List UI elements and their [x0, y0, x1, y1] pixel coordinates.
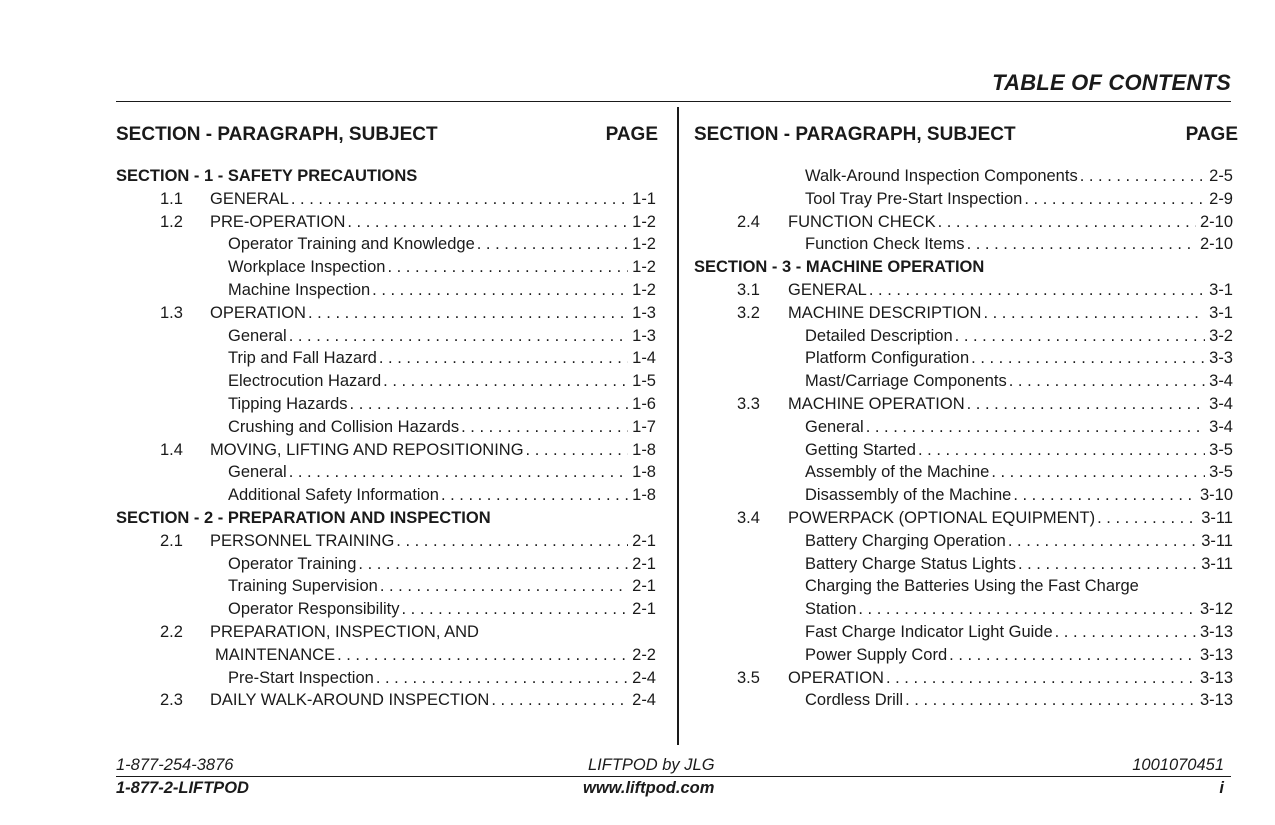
column-divider: [677, 107, 679, 745]
toc-entry-number: 2.3: [160, 691, 183, 710]
toc-entry-page: 3-1: [1209, 280, 1233, 299]
toc-entry-line: [228, 325, 656, 348]
toc-entry-line: [228, 393, 656, 416]
toc-entry-number: 3.4: [737, 508, 760, 527]
toc-entry: [694, 279, 1238, 302]
toc-entry-label: General: [228, 463, 287, 482]
toc-entries-right: [694, 165, 1238, 712]
toc-entry-page: 1-2: [632, 258, 656, 277]
toc-entry: [694, 484, 1238, 507]
toc-entry-number: 3.5: [737, 668, 760, 687]
footer-phone-alt: 1-877-2-LIFTPOD: [116, 779, 249, 797]
toc-entry: [694, 553, 1238, 576]
toc-entry-label: Power Supply Cord: [805, 645, 948, 664]
toc-entry: [694, 621, 1238, 644]
toc-entry: [116, 347, 658, 370]
toc-dot-leader: [477, 233, 628, 256]
toc-entry-line: [210, 439, 656, 462]
toc-entry-line: [788, 393, 1233, 416]
toc-dot-leader: [396, 530, 628, 553]
toc-entry-page: 2-4: [632, 668, 656, 687]
toc-entry: [116, 325, 658, 348]
toc-entry-label: Pre-Start Inspection: [228, 668, 374, 687]
toc-entry-page: 1-8: [632, 440, 656, 459]
toc-dot-leader: [905, 689, 1196, 712]
toc-entry-page: 3-13: [1199, 668, 1233, 687]
footer-page-number: i: [1219, 779, 1224, 797]
toc-entry-line: [228, 233, 656, 256]
toc-entry-line: [805, 233, 1233, 256]
toc-entry-label: Trip and Fall Hazard: [228, 349, 377, 368]
toc-entry-line: [210, 621, 656, 644]
toc-section-heading: [116, 165, 658, 188]
toc-dot-leader: [289, 325, 628, 348]
toc-entry-line: [805, 553, 1233, 576]
toc-dot-leader: [291, 188, 628, 211]
toc-entry-page: 3-11: [1201, 508, 1233, 527]
toc-entry-page: 1-7: [632, 417, 656, 436]
toc-entry-line: [788, 507, 1233, 530]
column-header-page: PAGE: [1185, 124, 1238, 145]
toc-entry-page: 3-13: [1199, 645, 1233, 664]
column-header-subject: SECTION - PARAGRAPH, SUBJECT: [116, 124, 438, 145]
toc-entry-page: 2-4: [632, 691, 656, 710]
toc-entry-page: 1-5: [632, 372, 656, 391]
toc-entry-label: Platform Configuration: [805, 349, 970, 368]
toc-entry: [694, 211, 1238, 234]
toc-entry: [694, 689, 1238, 712]
toc-dot-leader: [938, 211, 1196, 234]
toc-entry-page: 3-13: [1199, 691, 1233, 710]
toc-entry: [694, 416, 1238, 439]
toc-entry-page: 3-1: [1209, 303, 1233, 322]
toc-entry: [116, 644, 658, 667]
toc-entry-label: GENERAL: [210, 189, 289, 208]
toc-entry-label: Station: [805, 600, 857, 619]
toc-entry-line: [805, 575, 1233, 598]
toc-entry-line: [805, 530, 1233, 553]
toc-dot-leader: [337, 644, 628, 667]
toc-dot-leader: [1009, 370, 1205, 393]
toc-dot-leader: [289, 461, 628, 484]
toc-entry-line: [805, 416, 1233, 439]
toc-entry-label: Operator Training: [228, 554, 357, 573]
toc-entry-line: [788, 302, 1233, 325]
toc-entry: [116, 461, 658, 484]
toc-entry-page: 1-3: [632, 303, 656, 322]
toc-entry-label: Crushing and Collision Hazards: [228, 417, 460, 436]
toc-entry-line: [805, 325, 1233, 348]
toc-entry: [694, 598, 1238, 621]
toc-entry-line: [228, 370, 656, 393]
toc-entry: [116, 667, 658, 690]
toc-entry-label: OPERATION: [788, 668, 884, 687]
toc-entry-page: 1-4: [632, 349, 656, 368]
toc-entry-page: 1-8: [632, 486, 656, 505]
page-title: TABLE OF CONTENTS: [992, 70, 1231, 95]
toc-entry-line: [805, 439, 1233, 462]
column-header-subject: SECTION - PARAGRAPH, SUBJECT: [694, 124, 1016, 145]
toc-entry-line: [805, 165, 1233, 188]
toc-dot-leader: [1024, 188, 1205, 211]
toc-entry-label: MAINTENANCE: [215, 645, 336, 664]
toc-entry-label: Tipping Hazards: [228, 394, 348, 413]
toc-entry-page: 3-4: [1209, 394, 1233, 413]
toc-entry-line: [228, 279, 656, 302]
column-header: [116, 124, 658, 148]
toc-entry: [694, 165, 1238, 188]
toc-entry: [694, 302, 1238, 325]
toc-entry-number: 1.2: [160, 212, 183, 231]
toc-entry: [694, 575, 1238, 598]
toc-entry-line: [228, 256, 656, 279]
toc-entry-line: [228, 553, 656, 576]
toc-dot-leader: [886, 667, 1196, 690]
toc-entry-line: [228, 575, 656, 598]
toc-entry-line: [228, 347, 656, 370]
toc-entry-line: [805, 461, 1233, 484]
toc-dot-leader: [967, 393, 1206, 416]
toc-section-heading: [116, 507, 658, 530]
toc-dot-leader: [379, 347, 628, 370]
toc-entry-page: 1-3: [632, 326, 656, 345]
toc-entry-page: 2-1: [632, 577, 656, 596]
toc-dot-leader: [441, 484, 628, 507]
toc-entry-label: SECTION - 3 - MACHINE OPERATION: [694, 258, 985, 277]
footer-rule: [116, 776, 1231, 777]
toc-entry: [694, 370, 1238, 393]
column-header: [694, 124, 1238, 148]
toc-entry-label: Mast/Carriage Components: [805, 372, 1007, 391]
toc-entry-number: 2.1: [160, 531, 183, 550]
toc-dot-leader: [372, 279, 628, 302]
toc-dot-leader: [387, 256, 628, 279]
toc-entry-label: Electrocution Hazard: [228, 372, 382, 391]
toc-entry-page: 3-4: [1209, 417, 1233, 436]
toc-dot-leader: [526, 439, 629, 462]
toc-entry-page: 2-10: [1199, 235, 1233, 254]
toc-entry-page: 3-4: [1209, 372, 1233, 391]
toc-entry-line: [210, 188, 656, 211]
toc-entry-line: [788, 211, 1233, 234]
toc-entry-page: 3-5: [1209, 440, 1233, 459]
toc-entry-label: Cordless Drill: [805, 691, 904, 710]
toc-entry-page: 3-3: [1209, 349, 1233, 368]
toc-entry-label: SECTION - 1 - SAFETY PRECAUTIONS: [116, 167, 418, 185]
toc-entry-page: 2-10: [1199, 212, 1233, 231]
toc-dot-leader: [1080, 165, 1205, 188]
toc-entry-line: [805, 370, 1233, 393]
header-rule: [116, 101, 1231, 102]
toc-dot-leader: [358, 553, 628, 576]
toc-entry-line: [210, 211, 656, 234]
toc-entry-line: [805, 347, 1233, 370]
toc-entry-label: MACHINE OPERATION: [788, 394, 965, 413]
toc-entry: [694, 347, 1238, 370]
toc-dot-leader: [350, 393, 629, 416]
toc-entry-line: [116, 165, 658, 188]
toc-entry-line: [210, 302, 656, 325]
toc-dot-leader: [1018, 553, 1197, 576]
toc-entry-label: Battery Charging Operation: [805, 531, 1006, 550]
toc-entry: [116, 302, 658, 325]
toc-entry-page: 3-12: [1199, 600, 1233, 619]
toc-entry-label: Walk-Around Inspection Components: [805, 167, 1078, 185]
toc-entry-page: 3-11: [1201, 531, 1233, 550]
toc-entry-label: Training Supervision: [228, 577, 378, 596]
toc-entry-label: SECTION - 2 - PREPARATION AND INSPECTION: [116, 508, 491, 527]
toc-entry: [116, 188, 658, 211]
toc-entry-label: Detailed Description: [805, 326, 953, 345]
toc-entry-label: GENERAL: [788, 280, 867, 299]
toc-entry-line: [805, 644, 1233, 667]
toc-entry-label: DAILY WALK-AROUND INSPECTION: [210, 691, 490, 710]
toc-entry-label: Machine Inspection: [228, 280, 371, 299]
toc-entry-line: [228, 416, 656, 439]
toc-dot-leader: [869, 279, 1205, 302]
toc-entry-label: MACHINE DESCRIPTION: [788, 303, 982, 322]
toc-entry: [694, 507, 1238, 530]
toc-dot-leader: [347, 211, 628, 234]
toc-entry-number: 2.4: [737, 212, 760, 231]
footer-phone: 1-877-254-3876: [116, 756, 234, 774]
toc-entry: [694, 393, 1238, 416]
toc-entry-number: 1.1: [160, 189, 183, 208]
toc-entry-line: [694, 256, 1238, 279]
toc-entry-line: [210, 689, 656, 712]
toc-entry-label: POWERPACK (OPTIONAL EQUIPMENT): [788, 508, 1096, 527]
toc-entry-label: PERSONNEL TRAINING: [210, 531, 395, 550]
toc-dot-leader: [971, 347, 1205, 370]
toc-entry: [116, 211, 658, 234]
toc-entry-page: 1-2: [632, 212, 656, 231]
toc-entry: [116, 370, 658, 393]
toc-entry: [116, 553, 658, 576]
toc-entry-label: Battery Charge Status Lights: [805, 554, 1016, 573]
toc-entry-label: PREPARATION, INSPECTION, AND: [210, 622, 479, 641]
toc-entry-page: 3-10: [1199, 486, 1233, 505]
toc-entry: [116, 233, 658, 256]
toc-entry-line: [228, 461, 656, 484]
toc-entry-label: PRE-OPERATION: [210, 212, 346, 231]
toc-entry-label: MOVING, LIFTING AND REPOSITIONING: [210, 440, 524, 459]
toc-entry-page: 3-11: [1201, 554, 1233, 573]
toc-entry-label: Operator Training and Knowledge: [228, 235, 475, 254]
toc-entry-page: 1-2: [632, 280, 656, 299]
footer-brand: LIFTPOD by JLG: [588, 756, 715, 774]
toc-entry-page: 1-1: [632, 189, 656, 208]
toc-entry: [694, 644, 1238, 667]
toc-dot-leader: [1097, 507, 1197, 530]
toc-entry-number: 2.2: [160, 622, 183, 641]
toc-entry-label: Function Check Items: [805, 235, 965, 254]
toc-entry-label: Operator Responsibility: [228, 600, 400, 619]
toc-dot-leader: [918, 439, 1205, 462]
toc-dot-leader: [376, 667, 628, 690]
toc-dot-leader: [402, 598, 629, 621]
toc-entry-line: [788, 279, 1233, 302]
toc-dot-leader: [383, 370, 628, 393]
toc-entry: [694, 530, 1238, 553]
toc-dot-leader: [949, 644, 1196, 667]
toc-entry-number: 3.3: [737, 394, 760, 413]
toc-entry-line: [805, 188, 1233, 211]
toc-entry-page: 2-1: [632, 600, 656, 619]
toc-entry-line: [805, 484, 1233, 507]
toc-entry-label: Workplace Inspection: [228, 258, 386, 277]
toc-entry: [116, 530, 658, 553]
toc-entry: [116, 621, 658, 644]
toc-entry-label: Tool Tray Pre-Start Inspection: [805, 189, 1023, 208]
toc-entry-line: [788, 667, 1233, 690]
toc-entry-label: Getting Started: [805, 440, 916, 459]
toc-entry-page: 3-5: [1209, 463, 1233, 482]
toc-entry-line: [805, 689, 1233, 712]
toc-entry-label: Charging the Batteries Using the Fast Charge: [805, 577, 1139, 596]
toc-entry-label: Disassembly of the Machine: [805, 486, 1012, 505]
toc-entry-line: [228, 667, 656, 690]
toc-entry-page: 1-8: [632, 463, 656, 482]
toc-entry: [116, 484, 658, 507]
toc-entry: [116, 279, 658, 302]
toc-entry-label: FUNCTION CHECK: [788, 212, 936, 231]
toc-entry-line: [805, 598, 1233, 621]
toc-entry-number: 3.2: [737, 303, 760, 322]
toc-dot-leader: [308, 302, 628, 325]
toc-entry-line: [116, 507, 658, 530]
toc-dot-leader: [967, 233, 1196, 256]
toc-entry: [116, 575, 658, 598]
toc-dot-leader: [1013, 484, 1196, 507]
toc-entry-line: [215, 644, 656, 667]
toc-entry-number: 3.1: [737, 280, 760, 299]
toc-dot-leader: [866, 416, 1205, 439]
toc-dot-leader: [858, 598, 1196, 621]
toc-entry-line: [210, 530, 656, 553]
toc-dot-leader: [1055, 621, 1196, 644]
toc-entry-page: 2-1: [632, 554, 656, 573]
toc-entry-page: 2-2: [632, 645, 656, 664]
toc-entry: [116, 439, 658, 462]
toc-entry: [116, 416, 658, 439]
toc-entry-line: [228, 598, 656, 621]
toc-entry: [694, 439, 1238, 462]
toc-dot-leader: [991, 461, 1205, 484]
toc-entry: [694, 667, 1238, 690]
toc-entry-page: 1-6: [632, 394, 656, 413]
toc-entry: [116, 689, 658, 712]
toc-entry-number: 1.3: [160, 303, 183, 322]
toc-entry-label: General: [805, 417, 864, 436]
toc-entry-label: General: [228, 326, 287, 345]
toc-dot-leader: [461, 416, 628, 439]
toc-entry-page: 3-13: [1199, 622, 1233, 641]
toc-entry-label: OPERATION: [210, 303, 306, 322]
toc-entry-page: 3-2: [1209, 326, 1233, 345]
toc-entry-line: [228, 484, 656, 507]
toc-entries-left: [116, 165, 658, 712]
footer-website: www.liftpod.com: [583, 779, 715, 797]
toc-dot-leader: [955, 325, 1205, 348]
toc-entry-line: [805, 621, 1233, 644]
toc-entry-page: 2-9: [1209, 189, 1233, 208]
toc-entry-label: Assembly of the Machine: [805, 463, 990, 482]
toc-entry: [694, 325, 1238, 348]
toc-entry-number: 1.4: [160, 440, 183, 459]
toc-entry-page: 2-5: [1209, 167, 1233, 185]
toc-entry: [694, 461, 1238, 484]
toc-entry: [116, 393, 658, 416]
toc-entry: [116, 598, 658, 621]
footer-doc-number: 1001070451: [1132, 756, 1224, 774]
toc-entry-page: 1-2: [632, 235, 656, 254]
toc-dot-leader: [380, 575, 628, 598]
toc-entry-label: Additional Safety Information: [228, 486, 439, 505]
toc-entry-page: 2-1: [632, 531, 656, 550]
toc-dot-leader: [491, 689, 628, 712]
toc-section-heading: [694, 256, 1238, 279]
toc-entry-label: Fast Charge Indicator Light Guide: [805, 622, 1053, 641]
toc-entry: [116, 256, 658, 279]
toc-entry: [694, 188, 1238, 211]
toc-dot-leader: [1008, 530, 1197, 553]
toc-dot-leader: [983, 302, 1205, 325]
toc-entry: [694, 233, 1238, 256]
column-header-page: PAGE: [605, 124, 658, 145]
